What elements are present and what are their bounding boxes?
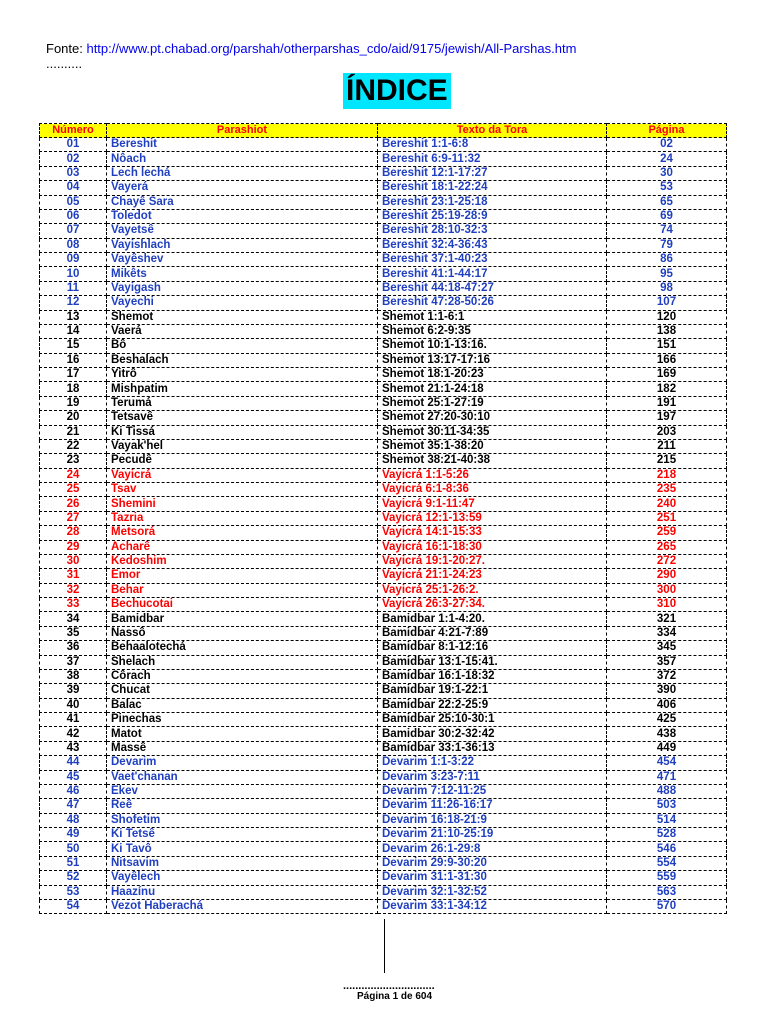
row-pagina: 151 bbox=[607, 339, 727, 353]
row-parashiot: Nassô bbox=[107, 626, 378, 640]
row-texto: Bereshit 32:4-36:43 bbox=[378, 238, 607, 252]
row-numero: 04 bbox=[40, 181, 107, 195]
source-link[interactable]: http://www.pt.chabad.org/parshah/otherparshas_cdo/aid/9175/jewish/All-Parshas.htm bbox=[86, 41, 577, 56]
row-texto: Vayicrá 14:1-15:33 bbox=[378, 526, 607, 540]
row-parashiot: Ki Tetsê bbox=[107, 828, 378, 842]
table-row bbox=[40, 224, 727, 238]
row-pagina: 169 bbox=[607, 368, 727, 382]
row-numero: 30 bbox=[40, 554, 107, 568]
source-label: Fonte: bbox=[46, 41, 87, 56]
row-numero: 24 bbox=[40, 468, 107, 482]
row-pagina: 98 bbox=[607, 281, 727, 295]
table-row bbox=[40, 238, 727, 252]
table-row bbox=[40, 253, 727, 267]
row-parashiot: Bechucotai bbox=[107, 598, 378, 612]
row-texto: Bereshit 28:10-32:3 bbox=[378, 224, 607, 238]
header-parashiot: Parashiot bbox=[107, 124, 378, 138]
table-row bbox=[40, 885, 727, 899]
row-pagina: 563 bbox=[607, 885, 727, 899]
row-pagina: 514 bbox=[607, 813, 727, 827]
row-numero: 29 bbox=[40, 540, 107, 554]
row-parashiot: Ki Tavô bbox=[107, 842, 378, 856]
table-row bbox=[40, 483, 727, 497]
row-pagina: 372 bbox=[607, 669, 727, 683]
row-pagina: 449 bbox=[607, 741, 727, 755]
row-numero: 42 bbox=[40, 727, 107, 741]
row-texto: Devarim 11:26-16:17 bbox=[378, 799, 607, 813]
row-parashiot: Massê bbox=[107, 741, 378, 755]
row-numero: 33 bbox=[40, 598, 107, 612]
row-texto: Vayicrá 26:3-27:34. bbox=[378, 598, 607, 612]
table-row bbox=[40, 296, 727, 310]
source-dots: .......... bbox=[46, 56, 83, 71]
row-parashiot: Vezot Haberachá bbox=[107, 899, 378, 913]
table-row bbox=[40, 569, 727, 583]
row-parashiot: Behar bbox=[107, 583, 378, 597]
row-numero: 50 bbox=[40, 842, 107, 856]
row-numero: 03 bbox=[40, 166, 107, 180]
row-texto: Devarim 26:1-29:8 bbox=[378, 842, 607, 856]
row-texto: Bamidbar 30:2-32:42 bbox=[378, 727, 607, 741]
table-row bbox=[40, 511, 727, 525]
table-row bbox=[40, 382, 727, 396]
row-pagina: 235 bbox=[607, 483, 727, 497]
row-parashiot: Pecudê bbox=[107, 454, 378, 468]
row-pagina: 86 bbox=[607, 253, 727, 267]
row-pagina: 251 bbox=[607, 511, 727, 525]
row-parashiot: Vayigash bbox=[107, 281, 378, 295]
row-parashiot: Matot bbox=[107, 727, 378, 741]
row-texto: Devarim 21:10-25:19 bbox=[378, 828, 607, 842]
row-pagina: 438 bbox=[607, 727, 727, 741]
table-row bbox=[40, 310, 727, 324]
row-numero: 13 bbox=[40, 310, 107, 324]
row-numero: 12 bbox=[40, 296, 107, 310]
row-pagina: 290 bbox=[607, 569, 727, 583]
row-parashiot: Haazínu bbox=[107, 885, 378, 899]
row-parashiot: Vayetsê bbox=[107, 224, 378, 238]
row-numero: 38 bbox=[40, 669, 107, 683]
row-pagina: 357 bbox=[607, 655, 727, 669]
row-texto: Bamidbar 1:1-4:20. bbox=[378, 612, 607, 626]
row-texto: Vayicrá 1:1-5:26 bbox=[378, 468, 607, 482]
table-row bbox=[40, 684, 727, 698]
row-parashiot: Vayechi bbox=[107, 296, 378, 310]
row-parashiot: Tetsavê bbox=[107, 411, 378, 425]
row-parashiot: Shelach bbox=[107, 655, 378, 669]
row-texto: Bereshit 47:28-50:26 bbox=[378, 296, 607, 310]
row-texto: Bereshit 1:1-6:8 bbox=[378, 138, 607, 152]
table-row bbox=[40, 353, 727, 367]
row-pagina: 24 bbox=[607, 152, 727, 166]
row-texto: Vayicrá 6:1-8:36 bbox=[378, 483, 607, 497]
table-row bbox=[40, 655, 727, 669]
row-pagina: 471 bbox=[607, 770, 727, 784]
row-texto: Devarim 32:1-32:52 bbox=[378, 885, 607, 899]
row-numero: 20 bbox=[40, 411, 107, 425]
table-row bbox=[40, 756, 727, 770]
row-pagina: 107 bbox=[607, 296, 727, 310]
row-pagina: 74 bbox=[607, 224, 727, 238]
row-texto: Devarim 7:12-11:25 bbox=[378, 784, 607, 798]
row-pagina: 211 bbox=[607, 439, 727, 453]
row-pagina: 310 bbox=[607, 598, 727, 612]
table-row bbox=[40, 454, 727, 468]
row-texto: Bamidbar 8:1-12:16 bbox=[378, 641, 607, 655]
table-row bbox=[40, 641, 727, 655]
row-numero: 37 bbox=[40, 655, 107, 669]
row-parashiot: Vayêlech bbox=[107, 871, 378, 885]
table-row bbox=[40, 138, 727, 152]
row-texto: Vayicrá 9:1-11:47 bbox=[378, 497, 607, 511]
row-numero: 23 bbox=[40, 454, 107, 468]
row-parashiot: Vayêshev bbox=[107, 253, 378, 267]
table-row bbox=[40, 497, 727, 511]
row-texto: Devarim 16:18-21:9 bbox=[378, 813, 607, 827]
row-parashiot: Beshalach bbox=[107, 353, 378, 367]
row-numero: 47 bbox=[40, 799, 107, 813]
row-numero: 46 bbox=[40, 784, 107, 798]
row-texto: Bereshit 12:1-17:27 bbox=[378, 166, 607, 180]
table-row bbox=[40, 770, 727, 784]
row-texto: Bereshit 18:1-22:24 bbox=[378, 181, 607, 195]
row-pagina: 528 bbox=[607, 828, 727, 842]
page-title: ÍNDICE bbox=[343, 73, 451, 109]
row-parashiot: Shemot bbox=[107, 310, 378, 324]
table-row bbox=[40, 468, 727, 482]
table-body bbox=[40, 138, 727, 914]
row-texto: Bamidbar 4:21-7:89 bbox=[378, 626, 607, 640]
row-numero: 43 bbox=[40, 741, 107, 755]
table-row bbox=[40, 411, 727, 425]
row-pagina: 272 bbox=[607, 554, 727, 568]
row-parashiot: Vayishlach bbox=[107, 238, 378, 252]
row-parashiot: Vaet'chanan bbox=[107, 770, 378, 784]
row-pagina: 454 bbox=[607, 756, 727, 770]
row-pagina: 79 bbox=[607, 238, 727, 252]
row-numero: 06 bbox=[40, 209, 107, 223]
row-parashiot: Terumá bbox=[107, 396, 378, 410]
row-pagina: 65 bbox=[607, 195, 727, 209]
row-parashiot: Shofetim bbox=[107, 813, 378, 827]
header-numero: Número bbox=[40, 124, 107, 138]
row-numero: 26 bbox=[40, 497, 107, 511]
row-texto: Bamidbar 25:10-30:1 bbox=[378, 713, 607, 727]
row-texto: Shemot 30:11-34:35 bbox=[378, 425, 607, 439]
row-pagina: 300 bbox=[607, 583, 727, 597]
row-pagina: 503 bbox=[607, 799, 727, 813]
row-parashiot: Êkev bbox=[107, 784, 378, 798]
row-numero: 09 bbox=[40, 253, 107, 267]
row-texto: Bereshit 23:1-25:18 bbox=[378, 195, 607, 209]
row-parashiot: Acharê bbox=[107, 540, 378, 554]
row-numero: 10 bbox=[40, 267, 107, 281]
row-texto: Bamidbar 13:1-15:41. bbox=[378, 655, 607, 669]
table-row bbox=[40, 698, 727, 712]
row-parashiot: Emor bbox=[107, 569, 378, 583]
row-numero: 54 bbox=[40, 899, 107, 913]
source-line bbox=[46, 41, 576, 56]
table-row bbox=[40, 626, 727, 640]
row-numero: 17 bbox=[40, 368, 107, 382]
row-texto: Devarim 29:9-30:20 bbox=[378, 856, 607, 870]
row-numero: 01 bbox=[40, 138, 107, 152]
row-texto: Shemot 13:17-17:16 bbox=[378, 353, 607, 367]
row-numero: 22 bbox=[40, 439, 107, 453]
row-numero: 28 bbox=[40, 526, 107, 540]
header-texto: Texto da Tora bbox=[378, 124, 607, 138]
row-parashiot: Nôach bbox=[107, 152, 378, 166]
row-pagina: 166 bbox=[607, 353, 727, 367]
table-row bbox=[40, 368, 727, 382]
row-numero: 31 bbox=[40, 569, 107, 583]
row-parashiot: Vayicrá bbox=[107, 468, 378, 482]
row-pagina: 218 bbox=[607, 468, 727, 482]
table-row bbox=[40, 813, 727, 827]
row-parashiot: Bô bbox=[107, 339, 378, 353]
row-numero: 51 bbox=[40, 856, 107, 870]
row-numero: 45 bbox=[40, 770, 107, 784]
row-pagina: 120 bbox=[607, 310, 727, 324]
index-table bbox=[39, 123, 727, 914]
row-texto: Bamidbar 33:1-36:13 bbox=[378, 741, 607, 755]
row-parashiot: Yitrô bbox=[107, 368, 378, 382]
row-numero: 27 bbox=[40, 511, 107, 525]
row-pagina: 138 bbox=[607, 324, 727, 338]
row-numero: 02 bbox=[40, 152, 107, 166]
row-parashiot: Ki Tissá bbox=[107, 425, 378, 439]
row-pagina: 546 bbox=[607, 842, 727, 856]
row-texto: Shemot 18:1-20:23 bbox=[378, 368, 607, 382]
row-numero: 44 bbox=[40, 756, 107, 770]
row-numero: 32 bbox=[40, 583, 107, 597]
row-numero: 52 bbox=[40, 871, 107, 885]
row-texto: Bamidbar 16:1-18:32 bbox=[378, 669, 607, 683]
row-pagina: 425 bbox=[607, 713, 727, 727]
row-numero: 05 bbox=[40, 195, 107, 209]
table-row bbox=[40, 612, 727, 626]
row-parashiot: Toledot bbox=[107, 209, 378, 223]
row-texto: Vayicrá 19:1-20:27. bbox=[378, 554, 607, 568]
table-row bbox=[40, 152, 727, 166]
row-numero: 48 bbox=[40, 813, 107, 827]
row-parashiot: Vayerá bbox=[107, 181, 378, 195]
row-numero: 08 bbox=[40, 238, 107, 252]
header-pagina: Página bbox=[607, 124, 727, 138]
table-row bbox=[40, 784, 727, 798]
table-row bbox=[40, 727, 727, 741]
row-texto: Shemot 1:1-6:1 bbox=[378, 310, 607, 324]
row-pagina: 69 bbox=[607, 209, 727, 223]
table-row bbox=[40, 871, 727, 885]
table-row bbox=[40, 828, 727, 842]
table-row bbox=[40, 324, 727, 338]
row-pagina: 182 bbox=[607, 382, 727, 396]
row-parashiot: Vayak'hel bbox=[107, 439, 378, 453]
row-numero: 41 bbox=[40, 713, 107, 727]
row-numero: 39 bbox=[40, 684, 107, 698]
row-parashiot: Bereshit bbox=[107, 138, 378, 152]
row-pagina: 197 bbox=[607, 411, 727, 425]
row-texto: Shemot 10:1-13:16. bbox=[378, 339, 607, 353]
row-pagina: 265 bbox=[607, 540, 727, 554]
footer-dots: .............................. bbox=[343, 980, 435, 992]
row-parashiot: Chayê Sara bbox=[107, 195, 378, 209]
table-row bbox=[40, 425, 727, 439]
row-pagina: 215 bbox=[607, 454, 727, 468]
row-pagina: 95 bbox=[607, 267, 727, 281]
table-row bbox=[40, 554, 727, 568]
row-texto: Bereshit 41:1-44:17 bbox=[378, 267, 607, 281]
table-row bbox=[40, 598, 727, 612]
row-numero: 40 bbox=[40, 698, 107, 712]
row-pagina: 345 bbox=[607, 641, 727, 655]
table-row bbox=[40, 540, 727, 554]
row-pagina: 570 bbox=[607, 899, 727, 913]
row-parashiot: Reê bbox=[107, 799, 378, 813]
table-row bbox=[40, 181, 727, 195]
row-parashiot: Bamidbar bbox=[107, 612, 378, 626]
row-texto: Shemot 35:1-38:20 bbox=[378, 439, 607, 453]
row-numero: 49 bbox=[40, 828, 107, 842]
table-row bbox=[40, 267, 727, 281]
row-texto: Shemot 21:1-24:18 bbox=[378, 382, 607, 396]
row-numero: 14 bbox=[40, 324, 107, 338]
row-texto: Bereshit 6:9-11:32 bbox=[378, 152, 607, 166]
row-parashiot: Chucat bbox=[107, 684, 378, 698]
row-numero: 35 bbox=[40, 626, 107, 640]
table-header-row bbox=[40, 124, 727, 138]
row-pagina: 554 bbox=[607, 856, 727, 870]
table-row bbox=[40, 583, 727, 597]
row-pagina: 488 bbox=[607, 784, 727, 798]
row-texto: Vayicrá 21:1-24:23 bbox=[378, 569, 607, 583]
table-row bbox=[40, 713, 727, 727]
row-numero: 36 bbox=[40, 641, 107, 655]
row-texto: Vayicrá 12:1-13:59 bbox=[378, 511, 607, 525]
row-texto: Devarim 33:1-34:12 bbox=[378, 899, 607, 913]
row-texto: Devarim 31:1-31:30 bbox=[378, 871, 607, 885]
table-row bbox=[40, 799, 727, 813]
row-numero: 25 bbox=[40, 483, 107, 497]
row-numero: 07 bbox=[40, 224, 107, 238]
row-pagina: 321 bbox=[607, 612, 727, 626]
row-parashiot: Lech lechá bbox=[107, 166, 378, 180]
table-row bbox=[40, 396, 727, 410]
row-pagina: 02 bbox=[607, 138, 727, 152]
row-parashiot: Balac bbox=[107, 698, 378, 712]
row-texto: Vayicrá 25:1-26:2. bbox=[378, 583, 607, 597]
table-row bbox=[40, 669, 727, 683]
row-parashiot: Côrach bbox=[107, 669, 378, 683]
table-row bbox=[40, 842, 727, 856]
row-pagina: 334 bbox=[607, 626, 727, 640]
table-row bbox=[40, 526, 727, 540]
row-pagina: 203 bbox=[607, 425, 727, 439]
row-numero: 21 bbox=[40, 425, 107, 439]
row-texto: Bereshit 37:1-40:23 bbox=[378, 253, 607, 267]
row-pagina: 53 bbox=[607, 181, 727, 195]
row-parashiot: Metsorá bbox=[107, 526, 378, 540]
row-texto: Bamidbar 19:1-22:1 bbox=[378, 684, 607, 698]
row-parashiot: Mikêts bbox=[107, 267, 378, 281]
row-texto: Bamidbar 22:2-25:9 bbox=[378, 698, 607, 712]
row-texto: Shemot 6:2-9:35 bbox=[378, 324, 607, 338]
table-row bbox=[40, 899, 727, 913]
table-row bbox=[40, 281, 727, 295]
row-numero: 19 bbox=[40, 396, 107, 410]
row-pagina: 259 bbox=[607, 526, 727, 540]
row-texto: Devarim 3:23-7:11 bbox=[378, 770, 607, 784]
table-row bbox=[40, 166, 727, 180]
row-pagina: 390 bbox=[607, 684, 727, 698]
row-texto: Bereshit 25:19-28:9 bbox=[378, 209, 607, 223]
row-numero: 53 bbox=[40, 885, 107, 899]
table-row bbox=[40, 209, 727, 223]
row-parashiot: Shemini bbox=[107, 497, 378, 511]
row-texto: Shemot 25:1-27:19 bbox=[378, 396, 607, 410]
row-parashiot: Kedoshim bbox=[107, 554, 378, 568]
table-row bbox=[40, 856, 727, 870]
row-texto: Devarim 1:1-3:22 bbox=[378, 756, 607, 770]
row-pagina: 559 bbox=[607, 871, 727, 885]
row-parashiot: Nitsavim bbox=[107, 856, 378, 870]
row-texto: Shemot 38:21-40:38 bbox=[378, 454, 607, 468]
row-pagina: 30 bbox=[607, 166, 727, 180]
row-texto: Shemot 27:20-30:10 bbox=[378, 411, 607, 425]
table-row bbox=[40, 741, 727, 755]
vertical-divider bbox=[384, 919, 385, 973]
row-parashiot: Devarim bbox=[107, 756, 378, 770]
page-number: Página 1 de 604 bbox=[357, 991, 433, 1002]
table-row bbox=[40, 195, 727, 209]
table-row bbox=[40, 339, 727, 353]
row-numero: 18 bbox=[40, 382, 107, 396]
row-numero: 34 bbox=[40, 612, 107, 626]
row-texto: Vayicrá 16:1-18:30 bbox=[378, 540, 607, 554]
row-pagina: 406 bbox=[607, 698, 727, 712]
row-texto: Bereshit 44:18-47:27 bbox=[378, 281, 607, 295]
row-parashiot: Mishpatim bbox=[107, 382, 378, 396]
row-parashiot: Behaalotechá bbox=[107, 641, 378, 655]
row-parashiot: Tsav bbox=[107, 483, 378, 497]
row-parashiot: Tazria bbox=[107, 511, 378, 525]
row-numero: 15 bbox=[40, 339, 107, 353]
row-numero: 16 bbox=[40, 353, 107, 367]
row-numero: 11 bbox=[40, 281, 107, 295]
row-parashiot: Vaerá bbox=[107, 324, 378, 338]
row-parashiot: Pinechas bbox=[107, 713, 378, 727]
row-pagina: 191 bbox=[607, 396, 727, 410]
row-pagina: 240 bbox=[607, 497, 727, 511]
table-row bbox=[40, 439, 727, 453]
